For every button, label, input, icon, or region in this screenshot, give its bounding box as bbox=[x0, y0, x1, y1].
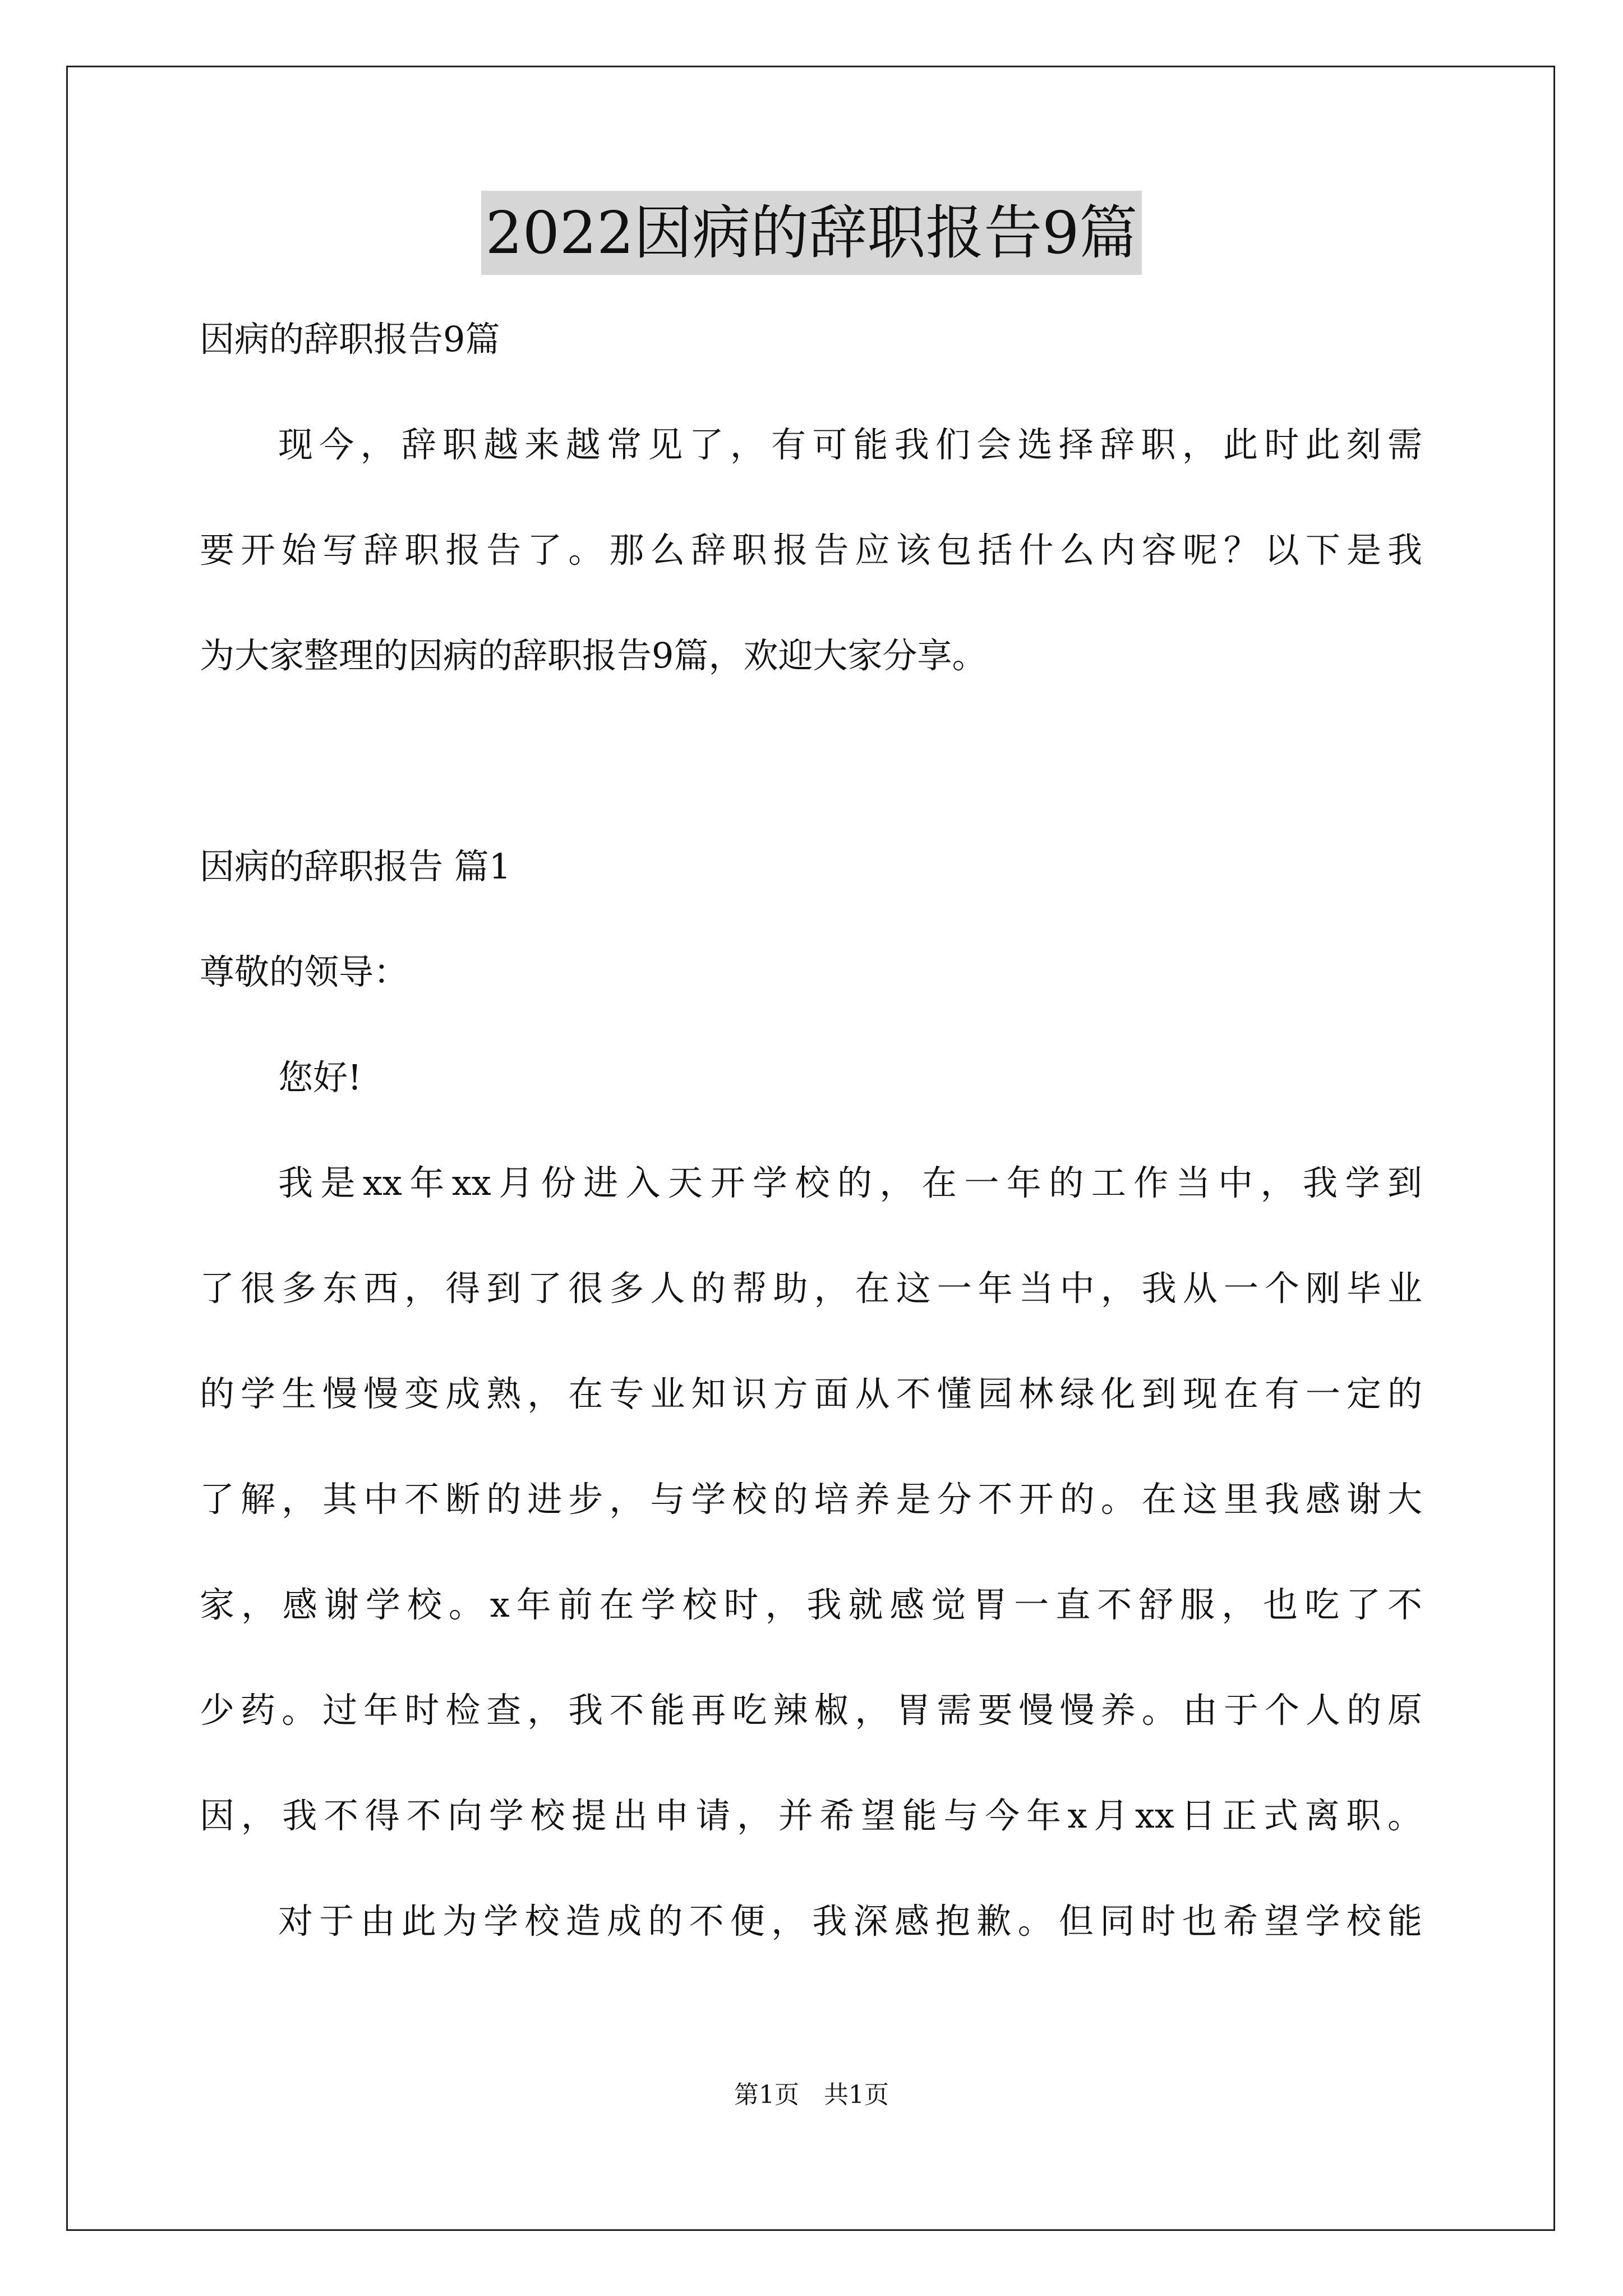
body-paragraph-line-1: 我是xx年xx月份进入天开学校的，在一年的工作当中，我学到 bbox=[278, 1162, 1422, 1203]
intro-paragraph-line-1: 现今，辞职越来越常见了，有可能我们会选择辞职，此时此刻需 bbox=[278, 424, 1422, 465]
document-title: 2022因病的辞职报告9篇 bbox=[481, 191, 1142, 275]
body-paragraph-line-6: 少药。过年时检查，我不能再吃辣椒，胃需要慢慢养。由于个人的原 bbox=[200, 1690, 1422, 1731]
body-paragraph-2-line-1: 对于由此为学校造成的不便，我深感抱歉。但同时也希望学校能 bbox=[278, 1901, 1422, 1941]
section-heading: 因病的辞职报告 篇1 bbox=[200, 846, 511, 887]
body-paragraph-line-2: 了很多东西，得到了很多人的帮助，在这一年当中，我从一个刚毕业 bbox=[200, 1268, 1422, 1309]
title-container bbox=[0, 191, 1623, 275]
body-paragraph-line-3: 的学生慢慢变成熟，在专业知识方面从不懂园林绿化到现在有一定的 bbox=[200, 1373, 1422, 1414]
intro-paragraph-line-2: 要开始写辞职报告了。那么辞职报告应该包括什么内容呢？以下是我 bbox=[200, 530, 1422, 570]
body-paragraph-line-7: 因，我不得不向学校提出申请，并希望能与今年x月xx日正式离职。 bbox=[200, 1795, 1422, 1836]
page-footer: 第1页 共1页 bbox=[734, 2081, 889, 2109]
body-paragraph-line-5: 家，感谢学校。x年前在学校时，我就感觉胃一直不舒服，也吃了不 bbox=[200, 1584, 1422, 1625]
subtitle-line: 因病的辞职报告9篇 bbox=[200, 319, 500, 360]
greeting: 您好! bbox=[278, 1057, 362, 1098]
salutation: 尊敬的领导： bbox=[200, 951, 409, 992]
body-paragraph-line-4: 了解，其中不断的进步，与学校的培养是分不开的。在这里我感谢大 bbox=[200, 1479, 1422, 1520]
intro-paragraph-line-3: 为大家整理的因病的辞职报告9篇，欢迎大家分享。 bbox=[200, 635, 987, 676]
